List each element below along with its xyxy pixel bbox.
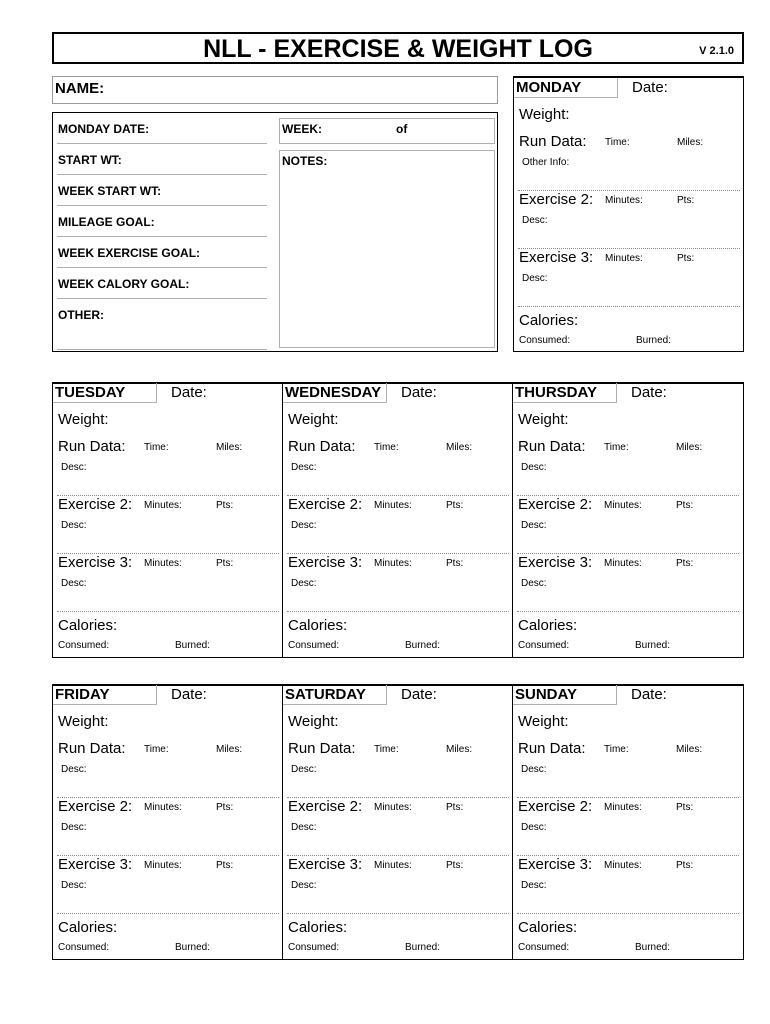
divider [57, 611, 279, 612]
miles-label[interactable]: Miles: [216, 442, 243, 453]
minutes-label[interactable]: Minutes: [604, 558, 642, 569]
calories-label: Calories: [288, 919, 348, 936]
desc-label[interactable]: Desc: [61, 822, 87, 833]
divider [517, 855, 739, 856]
consumed-label[interactable]: Consumed: [288, 640, 340, 651]
monday-date-line[interactable] [57, 143, 267, 144]
day-panel-saturday [283, 685, 514, 961]
pts-label[interactable]: Pts: [446, 500, 464, 511]
exercise3-label: Exercise 3: [288, 554, 363, 571]
pts-label[interactable]: Pts: [676, 500, 694, 511]
day-name-friday: FRIDAY [55, 686, 110, 703]
divider [517, 553, 739, 554]
minutes-label[interactable]: Minutes: [374, 558, 412, 569]
time-label[interactable]: Time: [374, 442, 399, 453]
week-calory-goal-label: WEEK CALORY GOAL: [58, 277, 190, 291]
day-panel-friday [53, 685, 284, 961]
day-panel-monday [513, 76, 744, 352]
minutes-label[interactable]: Minutes: [144, 860, 182, 871]
minutes-label[interactable]: Minutes: [604, 500, 642, 511]
exercise2-label: Exercise 2: [288, 496, 363, 513]
pts-label[interactable]: Pts: [677, 253, 695, 264]
desc-label[interactable]: Desc: [291, 462, 317, 473]
divider [57, 797, 279, 798]
week-field[interactable] [279, 118, 495, 144]
day-panel-thursday [513, 383, 744, 659]
time-label[interactable]: Time: [604, 442, 629, 453]
minutes-label[interactable]: Minutes: [374, 500, 412, 511]
calories-label: Calories: [518, 617, 578, 634]
day-panel-wednesday [283, 383, 514, 659]
week-exercise-goal-label: WEEK EXERCISE GOAL: [58, 246, 201, 260]
date-label[interactable]: Date: [632, 79, 668, 96]
run-data-label: Run Data: [288, 438, 356, 455]
exercise3-label: Exercise 3: [58, 554, 133, 571]
pts-label[interactable]: Pts: [216, 500, 234, 511]
divider [57, 855, 279, 856]
week-start-wt-label: WEEK START WT: [58, 184, 162, 198]
miles-label[interactable]: Miles: [676, 744, 703, 755]
weight-label[interactable]: Weight: [58, 713, 109, 730]
version-label: V 2.1.0 [699, 45, 734, 57]
consumed-label[interactable]: Consumed: [518, 942, 570, 953]
desc-label[interactable]: Desc: [61, 578, 87, 589]
divider [57, 553, 279, 554]
calories-label: Calories: [519, 312, 579, 329]
burned-label[interactable]: Burned: [635, 640, 671, 651]
consumed-label[interactable]: Consumed: [58, 640, 110, 651]
exercise3-label: Exercise 3: [518, 856, 593, 873]
pts-label[interactable]: Pts: [676, 860, 694, 871]
desc-label[interactable]: Desc: [521, 764, 547, 775]
exercise3-label: Exercise 3: [518, 554, 593, 571]
date-label[interactable]: Date: [171, 686, 207, 703]
calories-label: Calories: [58, 919, 118, 936]
name-field[interactable] [52, 76, 498, 104]
desc-label[interactable]: Desc: [61, 880, 87, 891]
miles-label[interactable]: Miles: [677, 137, 704, 148]
date-label[interactable]: Date: [631, 686, 667, 703]
time-label[interactable]: Time: [374, 744, 399, 755]
burned-label[interactable]: Burned: [636, 335, 672, 346]
pts-label[interactable]: Pts: [446, 860, 464, 871]
divider [518, 306, 740, 307]
divider [287, 553, 509, 554]
desc-label[interactable]: Desc: [61, 764, 87, 775]
time-label[interactable]: Time: [144, 442, 169, 453]
day-name-wednesday: WEDNESDAY [285, 384, 382, 401]
pts-label[interactable]: Pts: [446, 802, 464, 813]
desc-label[interactable]: Desc: [521, 520, 547, 531]
run-data-label: Run Data: [58, 438, 126, 455]
miles-label[interactable]: Miles: [216, 744, 243, 755]
exercise3-label: Exercise 3: [519, 249, 594, 266]
desc-label[interactable]: Desc: [522, 273, 548, 284]
consumed-label[interactable]: Consumed: [58, 942, 110, 953]
exercise2-label: Exercise 2: [58, 496, 133, 513]
start-wt-line[interactable] [57, 174, 267, 175]
minutes-label[interactable]: Minutes: [144, 802, 182, 813]
run-data-label: Run Data: [519, 133, 587, 150]
calories-label: Calories: [58, 617, 118, 634]
desc-label[interactable]: Desc: [61, 462, 87, 473]
exercise2-label: Exercise 2: [519, 191, 594, 208]
calories-label: Calories: [518, 919, 578, 936]
divider [287, 913, 509, 914]
consumed-label[interactable]: Consumed: [288, 942, 340, 953]
day-header-tuesday [53, 383, 157, 403]
minutes-label[interactable]: Minutes: [374, 860, 412, 871]
day-header-sunday [513, 685, 617, 705]
desc-label[interactable]: Desc: [291, 578, 317, 589]
other-label: OTHER: [58, 308, 104, 322]
mileage-goal-label: MILEAGE GOAL: [58, 215, 155, 229]
miles-label[interactable]: Miles: [446, 744, 473, 755]
consumed-label[interactable]: Consumed: [519, 335, 571, 346]
desc-label[interactable]: Desc: [291, 520, 317, 531]
desc-label[interactable]: Desc: [521, 880, 547, 891]
weight-label[interactable]: Weight: [58, 411, 109, 428]
miles-label[interactable]: Miles: [446, 442, 473, 453]
notes-label: NOTES: [282, 154, 328, 168]
desc-label[interactable]: Desc: [521, 462, 547, 473]
divider [287, 855, 509, 856]
run-data-label: Run Data: [518, 740, 586, 757]
minutes-label[interactable]: Minutes: [604, 802, 642, 813]
exercise2-label: Exercise 2: [58, 798, 133, 815]
desc-label[interactable]: Desc: [521, 822, 547, 833]
weight-label[interactable]: Weight: [518, 713, 569, 730]
page-title: NLL - EXERCISE & WEIGHT LOG [203, 35, 593, 63]
date-label[interactable]: Date: [401, 384, 437, 401]
day-name-thursday: THURSDAY [515, 384, 597, 401]
run-data-label: Run Data: [518, 438, 586, 455]
minutes-label[interactable]: Minutes: [605, 253, 643, 264]
week-calory-goal-line[interactable] [57, 298, 267, 299]
minutes-label[interactable]: Minutes: [144, 558, 182, 569]
date-label[interactable]: Date: [631, 384, 667, 401]
divider [287, 611, 509, 612]
exercise2-label: Exercise 2: [518, 496, 593, 513]
other-info-label[interactable]: Other Info: [522, 157, 570, 168]
burned-label[interactable]: Burned: [405, 640, 441, 651]
time-label[interactable]: Time: [144, 744, 169, 755]
burned-label[interactable]: Burned: [175, 640, 211, 651]
exercise2-label: Exercise 2: [288, 798, 363, 815]
burned-label[interactable]: Burned: [175, 942, 211, 953]
start-wt-label: START WT: [58, 153, 122, 167]
exercise3-label: Exercise 3: [58, 856, 133, 873]
burned-label[interactable]: Burned: [405, 942, 441, 953]
week-exercise-goal-line[interactable] [57, 267, 267, 268]
notes-field[interactable] [279, 150, 495, 348]
exercise3-label: Exercise 3: [288, 856, 363, 873]
run-data-label: Run Data: [288, 740, 356, 757]
divider [517, 797, 739, 798]
burned-label[interactable]: Burned: [635, 942, 671, 953]
day-name-saturday: SATURDAY [285, 686, 366, 703]
week-start-wt-line[interactable] [57, 205, 267, 206]
day-header-thursday [513, 383, 617, 403]
minutes-label[interactable]: Minutes: [604, 860, 642, 871]
divider [517, 495, 739, 496]
divider [517, 913, 739, 914]
other-line[interactable] [57, 349, 267, 350]
pts-label[interactable]: Pts: [676, 802, 694, 813]
desc-label[interactable]: Desc: [291, 880, 317, 891]
divider [517, 611, 739, 612]
week-of-label: of [396, 122, 408, 136]
day-header-friday [53, 685, 157, 705]
date-label[interactable]: Date: [171, 384, 207, 401]
weight-label[interactable]: Weight: [519, 106, 570, 123]
run-data-label: Run Data: [58, 740, 126, 757]
title-bar [52, 32, 744, 64]
info-panel [52, 112, 498, 352]
weight-label[interactable]: Weight: [288, 713, 339, 730]
pts-label[interactable]: Pts: [446, 558, 464, 569]
divider [287, 797, 509, 798]
desc-label[interactable]: Desc: [521, 578, 547, 589]
day-name-monday: MONDAY [516, 79, 582, 96]
time-label[interactable]: Time: [605, 137, 630, 148]
monday-date-label: MONDAY DATE: [58, 122, 150, 136]
desc-label[interactable]: Desc: [291, 822, 317, 833]
day-header-monday [514, 78, 618, 98]
day-header-saturday [283, 685, 387, 705]
time-label[interactable]: Time: [604, 744, 629, 755]
date-label[interactable]: Date: [401, 686, 437, 703]
weight-label[interactable]: Weight: [518, 411, 569, 428]
pts-label[interactable]: Pts: [216, 802, 234, 813]
desc-label[interactable]: Desc: [291, 764, 317, 775]
day-name-tuesday: TUESDAY [55, 384, 126, 401]
day-header-wednesday [283, 383, 387, 403]
divider [57, 495, 279, 496]
mileage-goal-line[interactable] [57, 236, 267, 237]
exercise2-label: Exercise 2: [518, 798, 593, 815]
pts-label[interactable]: Pts: [677, 195, 695, 206]
weight-label[interactable]: Weight: [288, 411, 339, 428]
consumed-label[interactable]: Consumed: [518, 640, 570, 651]
day-name-sunday: SUNDAY [515, 686, 577, 703]
calories-label: Calories: [288, 617, 348, 634]
minutes-label[interactable]: Minutes: [605, 195, 643, 206]
divider [287, 495, 509, 496]
pts-label[interactable]: Pts: [216, 860, 234, 871]
miles-label[interactable]: Miles: [676, 442, 703, 453]
desc-label[interactable]: Desc: [61, 520, 87, 531]
pts-label[interactable]: Pts: [676, 558, 694, 569]
day-panel-tuesday [53, 383, 284, 659]
pts-label[interactable]: Pts: [216, 558, 234, 569]
day-panel-sunday [513, 685, 744, 961]
name-label: NAME: [55, 80, 105, 97]
minutes-label[interactable]: Minutes: [144, 500, 182, 511]
divider [57, 913, 279, 914]
minutes-label[interactable]: Minutes: [374, 802, 412, 813]
desc-label[interactable]: Desc: [522, 215, 548, 226]
week-label: WEEK: [282, 122, 322, 136]
